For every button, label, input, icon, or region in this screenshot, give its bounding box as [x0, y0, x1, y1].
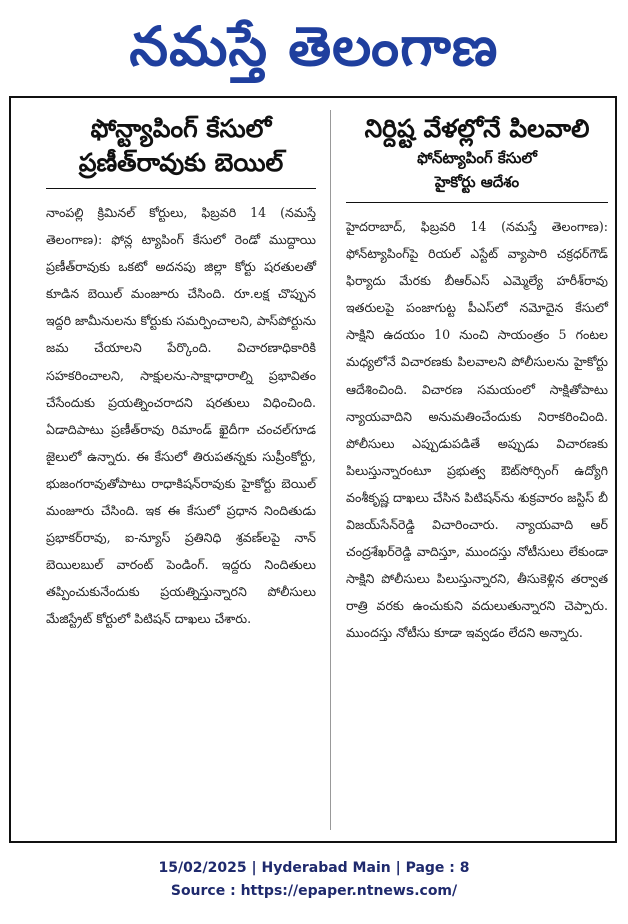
- right-article: [346, 112, 608, 647]
- footer-date-edition: 15/02/2025 | Hyderabad Main | Page : 8: [158, 860, 470, 876]
- column-divider: [330, 110, 331, 830]
- masthead-title: నమస్తే తెలంగాణ: [129, 15, 499, 78]
- newspaper-masthead: [0, 6, 628, 88]
- left-headline-rule: [46, 188, 316, 189]
- right-article-body: హైదరాబాద్, ఫిబ్రవరి 14 (నమస్తే తెలంగాణ): ఫోన్‌ట్యాపింగ్‌పై రియల్ ఎస్టేట్ వ్యాపారి చక్రధర్‌గౌడ్ ఫిర్యాదు మేరకు బీఆర్‌ఎస్ ఎమ్మెల్యే హరీశ్‌రావు ఇతరులపై పంజాగుట్ట పీఎస్‌లో నమోదైన కేసులో సాక్షిని ఉదయం 10 నుంచి సాయంత్రం 5 గంటల మధ్యలోనే విచారణకు పిలవాలని పోలీసులను హైకోర్టు ఆదేశించింది. విచారణ సమయంలో సాక్షితోపాటు న్యాయవాదిని అనుమతించేందుకు నిరాకరించింది. పోలీసులు ఎప్పుడుపడితే అప్పుడు విచారణకు పిలుస్తున్నారంటూ ప్రభుత్వ ఔట్‌సోర్సింగ్ ఉద్యోగి వంశీకృష్ణ దాఖలు చేసిన పిటిషన్‌ను శుక్రవారం జస్టిస్ బీ విజయ్‌సేన్‌రెడ్డి విచారించారు. న్యాయవాది ఆర్ చంద్రశేఖర్‌రెడ్డి వాదిస్తూ, ముందస్తు నోటీసులు లేకుండా సాక్షిని పోలీసులు పిలుస్తున్నారని, తీసుకెళ్లిన తర్వాత రాత్రి వరకు ఉంచుకుని వదులుతున్నారని చెప్పారు. ముందస్తు నోటీసు కూడా ఇవ్వడం లేదని అన్నారు.: [346, 219, 608, 641]
- right-subheadline-2: హైకోర్టు ఆదేశం: [434, 173, 520, 191]
- right-headline: నిర్దిష్ట వేళల్లోనే పిలవాలి: [364, 114, 590, 143]
- right-headline-rule: [346, 202, 608, 203]
- right-subheadline-1: ఫోన్‌ట్యాపింగ్ కేసులో: [417, 149, 537, 167]
- footer-source: Source : https://epaper.ntnews.com/: [170, 883, 458, 899]
- left-article: [46, 112, 316, 633]
- left-article-body: నాంపల్లి క్రిమినల్ కోర్టులు, ఫిబ్రవరి 14 (నమస్తే తెలంగాణ): ఫోన్ల ట్యాపింగ్ కేసులో రెండో ముద్దాయి ప్రణీత్‌రావుకు ఒకటో అదనపు జిల్లా కోర్టు షరతులతో కూడిన బెయిల్ మంజూరు చేసింది. రూ.లక్ష చొప్పున ఇద్దరి జామీనులను కోర్టుకు సమర్పించాలని, పాస్‌పోర్టును జమ చేయాలని పేర్కొంది. విచారణాధికారికి సహకరించాలని, సాక్షులను-సాక్షాధారాల్ని ప్రభావితం చేసేందుకు ప్రయత్నించరాదని షరతులు విధించింది. ఏడాదిపాటు ప్రణీత్‌రావు రిమాండ్ ఖైదీగా చంచల్‌గూడ జైలులో ఉన్నారు. ఈ కేసులో తిరుపతన్నకు సుప్రీంకోర్టు, భుజంగరావుతోపాటు రాధాకిషన్‌రావుకు హైకోర్టు బెయిల్ మంజూరు చేసింది. ఇక ఈ కేసులో ప్రధాన నిందితుడు ప్రభాకర్‌రావు, ఐ-న్యూస్ ప్రతినిధి శ్రవణ్‌లపై నాన్ బెయిలబుల్ వారంట్ పెండింగ్. ఇద్దరు నిందితులు తప్పించుకునేందుకు ప్రయత్నిస్తున్నారని పోలీసులు మేజిస్ట్రేట్ కోర్టులో పిటిషన్ దాఖలు చేశారు.: [46, 205, 316, 627]
- left-headline: ఫోన్ట్యాపింగ్ కేసులో ప్రణీత్‌రావుకు బెయిల్: [78, 114, 284, 177]
